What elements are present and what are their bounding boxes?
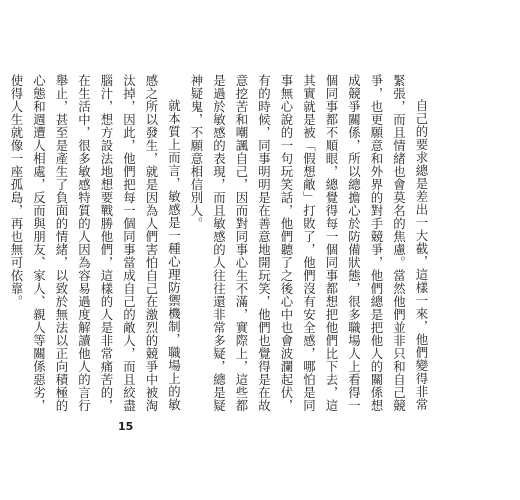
page-number: 15 xyxy=(118,420,134,433)
vertical-text-body xyxy=(5,74,433,416)
paragraph-1: 自己的要求總是差出一大截，這樣一來，他們變得非常緊張，而且情緒也會莫名的焦慮。當然他們並非只和自己競爭，也更願意和外界的對手競爭，他們總是把他人的關係想成競爭關係，所以總擔心於防備狀態，很多職場人上看得一個同事都不順眼，總覺得每一個同事都想把他們比下去，這其實就是被「假想敵」打敗了，他們沒有安全感，哪怕是同事無心說的一句玩笑話，他們聽了之後心中也會波瀾起伏，有的時候，同事明明是在善意地開玩笑，他們也覺得是在故意挖苦和嘲諷自己，因而對同事心生不滿，實際上，這些都是過於敏感的表現，而且敏感的人往往還非常多疑，總是疑神疑鬼，不願意相信別人。 xyxy=(189,74,429,412)
paragraph-2: 就本質上而言，敏感是一種心理防禦機制，職場上的敏感之所以發生，就是因為人們害怕自己在激烈的競爭中被淘汰掉，因此，他們把每一個同事當成自己的敵人，而且絞盡腦汁，想方設法地想要戰勝他們，這樣的人是非常痛苦的，在生活中，很多敏感特質的人因為容易過度解讀他人的言行舉止，甚至是產生了負面的情緒，以致於無法以正向積極的心態和週遭人相處，反而與朋友、家人、親人等關係惡劣，使得人生就像一座孤島，再也無可依靠。 xyxy=(9,74,182,412)
